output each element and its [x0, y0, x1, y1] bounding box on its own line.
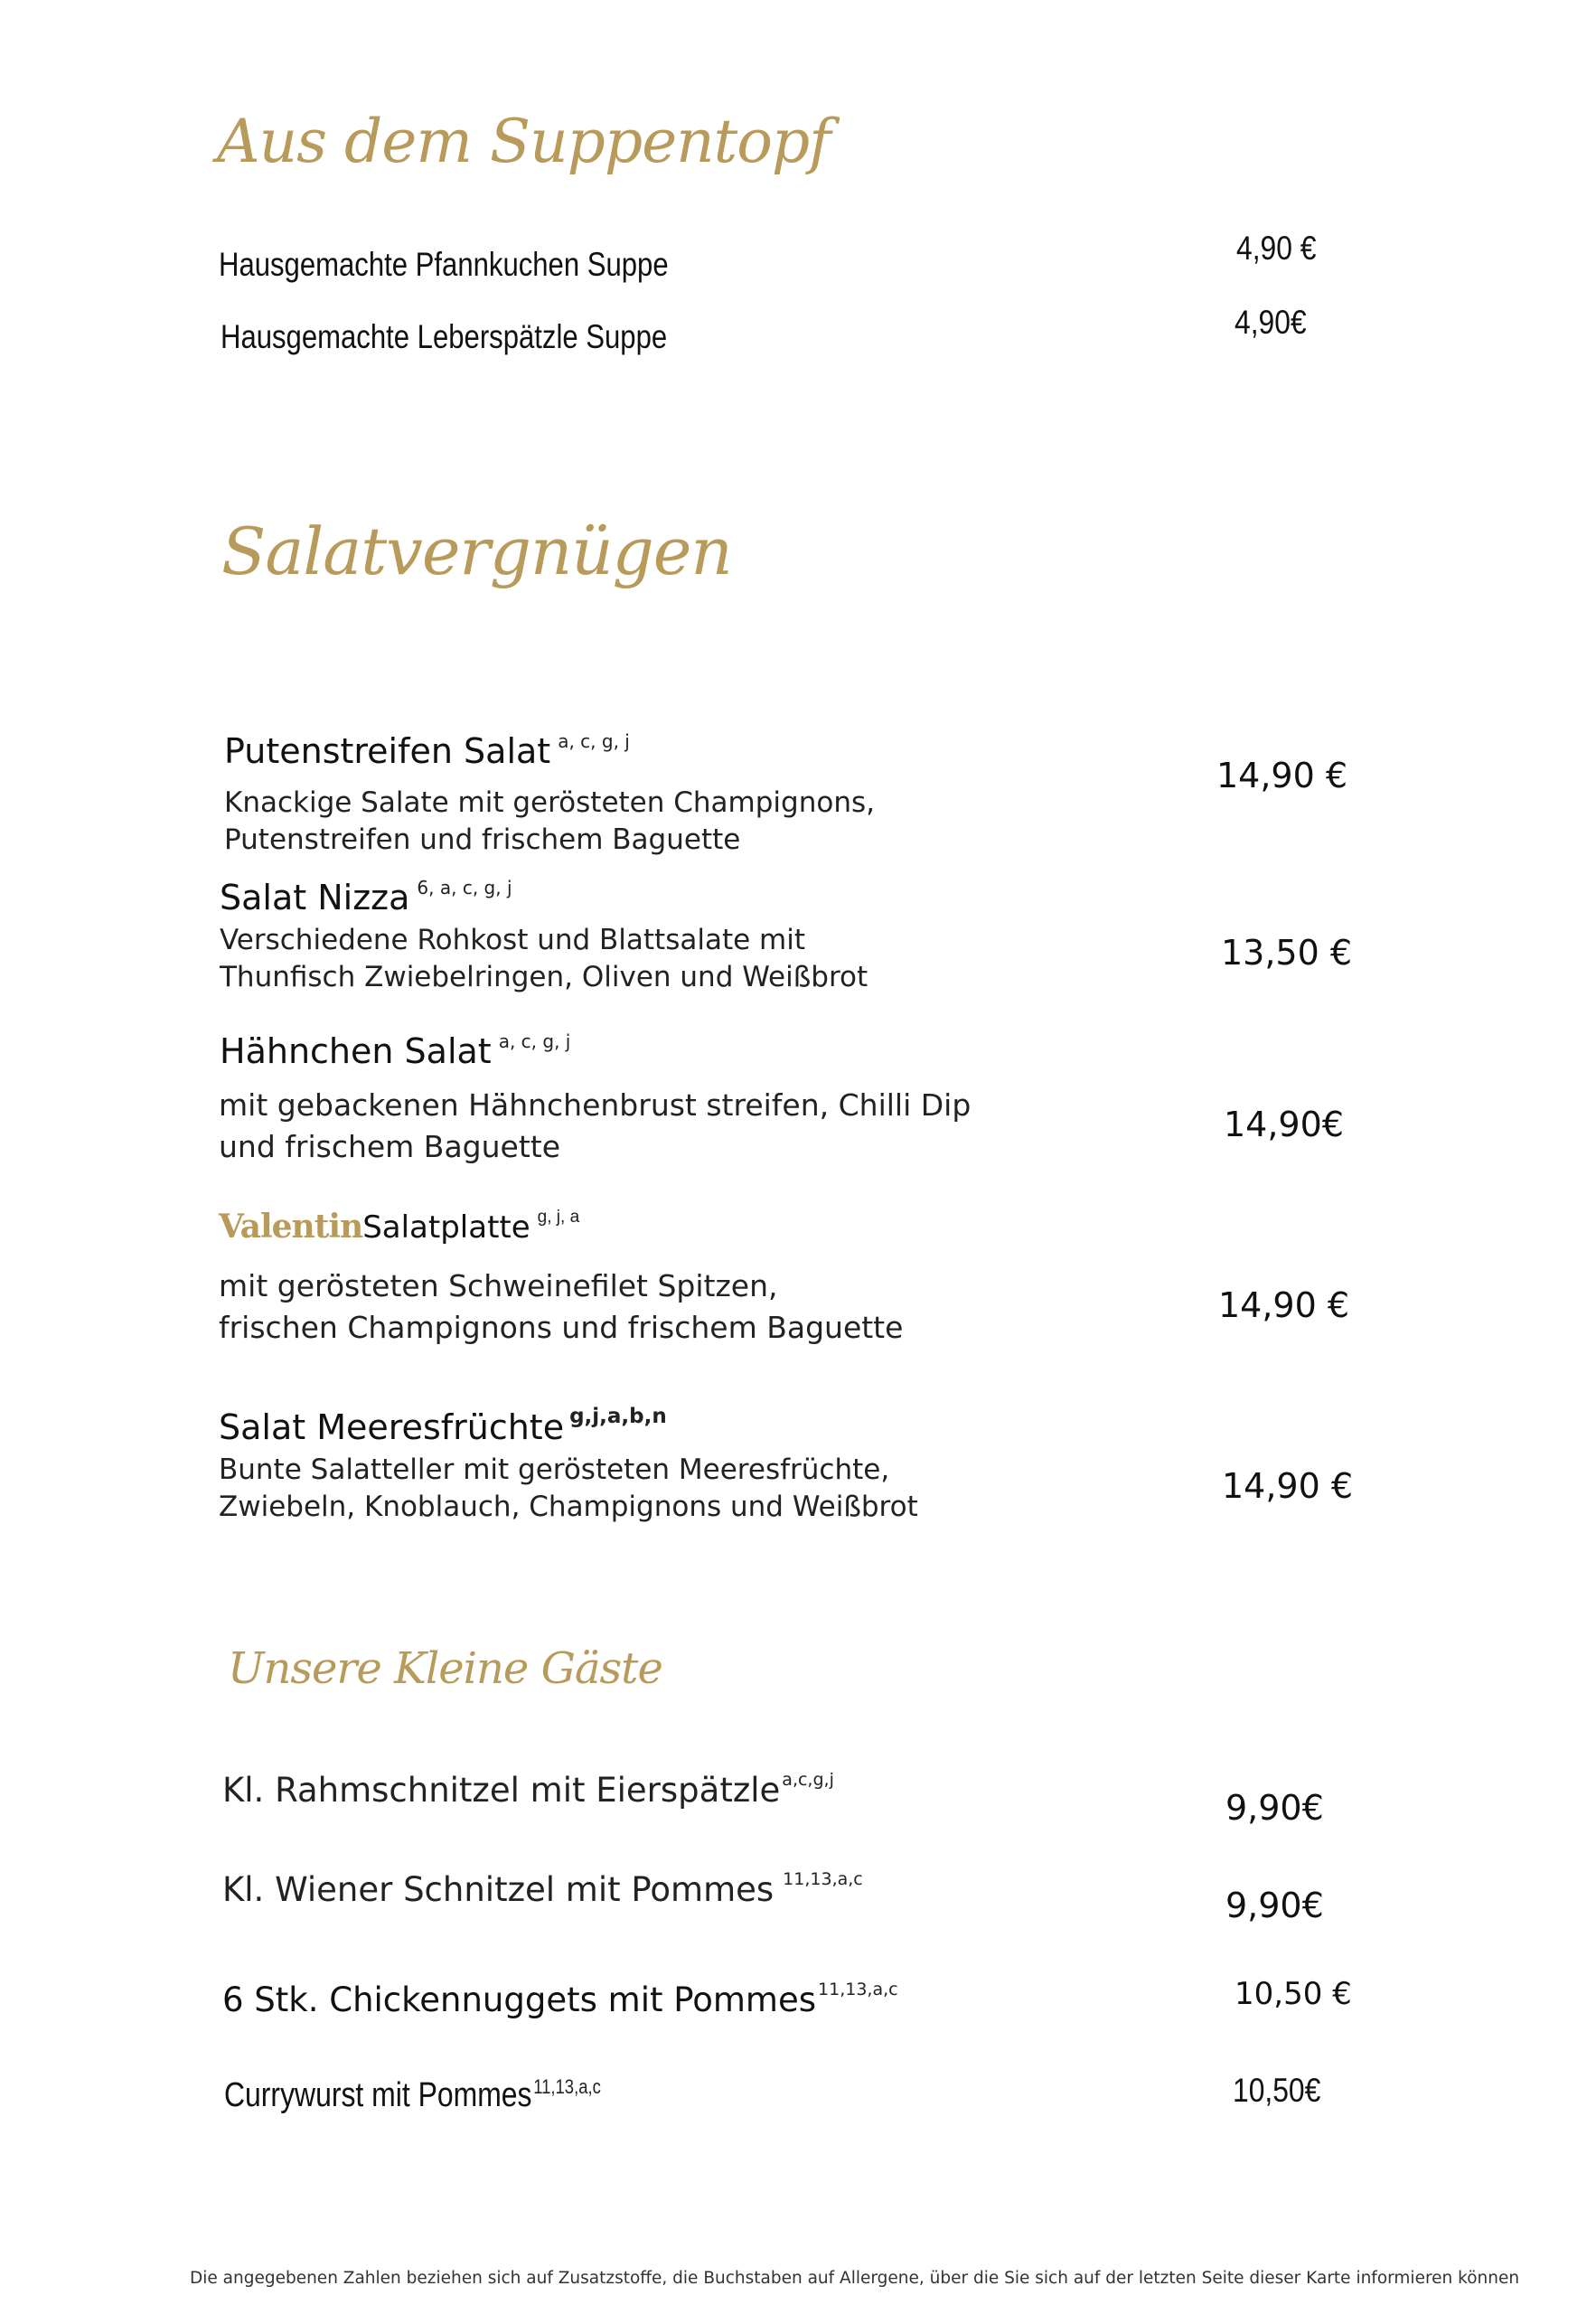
allergen-codes: 11,13,a,c	[818, 1980, 898, 1999]
kids-heading: Unsere Kleine Gäste	[228, 1643, 662, 1694]
soup-heading: Aus dem Suppentopf	[217, 107, 831, 176]
item-description: Knackige Salate mit gerösteten Champignons, Putenstreifen und frischem Baguette	[224, 786, 875, 856]
menu-item-title	[219, 1208, 579, 1246]
item-name: Hähnchen Salat	[220, 1031, 492, 1071]
item-description: mit gerösteten Schweinefilet Spitzen, frischen Champignons und frischem Baguette	[219, 1268, 904, 1345]
salad-heading: Salatvergnügen	[221, 513, 732, 589]
menu-item-title	[220, 1030, 570, 1071]
item-name: Salatplatte	[362, 1209, 530, 1246]
item-name: Putenstreifen Salat	[224, 731, 551, 771]
item-price: 14,90 €	[1222, 1466, 1354, 1506]
allergen-codes: a, c, g, j	[498, 1030, 571, 1052]
item-name: Kl. Wiener Schnitzel mit Pommes	[222, 1870, 775, 1909]
kids-item-title	[224, 2075, 601, 2115]
menu-item-title	[224, 730, 630, 771]
item-price: 10,50 €	[1235, 1976, 1352, 2012]
item-name: Currywurst mit Pommes	[224, 2076, 532, 2114]
allergen-codes: a, c, g, j	[558, 730, 630, 752]
menu-item-title	[220, 877, 512, 917]
kids-item-title	[222, 1770, 834, 1810]
item-price: 10,50€	[1233, 2072, 1321, 2109]
item-price: 13,50 €	[1221, 933, 1353, 973]
kids-item-title	[222, 1980, 898, 2019]
allergen-codes: 11,13,a,c	[533, 2075, 601, 2098]
allergen-codes: g, j, a	[537, 1208, 580, 1227]
item-name: Salat Meeresfrüchte	[219, 1407, 565, 1447]
item-description: Bunte Salatteller mit gerösteten Meeresfrüchte, Zwiebeln, Knoblauch, Champignons und Weißbrot	[219, 1453, 918, 1523]
soup-item-name: Hausgemachte Leberspätzle Suppe	[221, 318, 668, 355]
item-price: 14,90€	[1224, 1105, 1344, 1144]
item-description: mit gebackenen Hähnchenbrust streifen, Chilli Dip und frischem Baguette	[219, 1087, 972, 1164]
menu-item-title	[219, 1405, 667, 1447]
allergen-codes: 11,13,a,c	[783, 1869, 863, 1889]
item-name: Kl. Rahmschnitzel mit Eierspätzle	[222, 1771, 781, 1810]
allergen-codes: a,c,g,j	[782, 1770, 834, 1790]
soup-item-price: 4,90€	[1235, 304, 1307, 341]
item-price: 9,90€	[1225, 1788, 1324, 1828]
item-description: Verschiedene Rohkost und Blattsalate mit Thunfisch Zwiebelringen, Oliven und Weißbrot	[220, 924, 868, 993]
item-name: Salat Nizza	[220, 878, 410, 917]
footer-note: Die angegebenen Zahlen beziehen sich auf Zusatzstoffe, die Buchstaben auf Allergene, über die Sie sich auf der letzten Seite dieser Karte informieren können	[190, 2269, 1520, 2288]
soup-item-price: 4,90 €	[1236, 230, 1317, 267]
item-price: 14,90 €	[1216, 756, 1348, 795]
brand-logo: Valentin	[219, 1208, 363, 1246]
item-price: 9,90€	[1225, 1886, 1324, 1925]
item-price: 14,90 €	[1218, 1285, 1350, 1325]
item-name: 6 Stk. Chickennuggets mit Pommes	[222, 1980, 817, 2019]
soup-item-name: Hausgemachte Pfannkuchen Suppe	[219, 246, 669, 283]
kids-item-title	[222, 1869, 863, 1909]
allergen-codes: 6, a, c, g, j	[417, 877, 512, 898]
allergen-codes: g,j,a,b,n	[569, 1405, 667, 1428]
